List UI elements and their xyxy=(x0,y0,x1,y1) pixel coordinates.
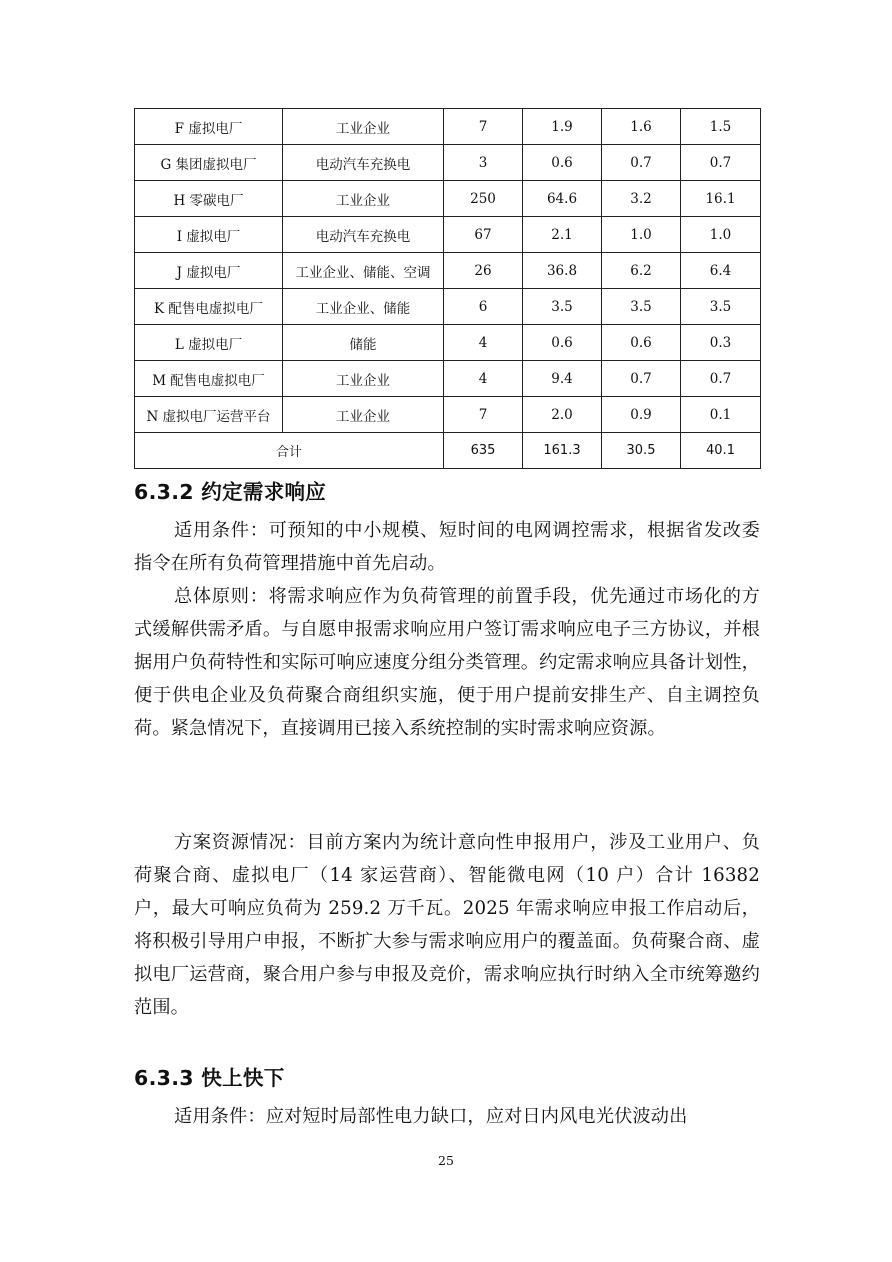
cell-type: 电动汽车充换电 xyxy=(283,217,444,253)
total-count: 635 xyxy=(444,433,523,469)
cell-name: I 虚拟电厂 xyxy=(135,217,283,253)
cell-v2: 3.5 xyxy=(602,289,681,325)
total-label: 合计 xyxy=(135,433,444,469)
cell-name: N 虚拟电厂运营平台 xyxy=(135,397,283,433)
resource-table xyxy=(134,108,761,469)
cell-count: 7 xyxy=(444,109,523,145)
section-heading-6-3-2: 6.3.2 约定需求响应 xyxy=(134,480,327,504)
table-row xyxy=(135,109,761,145)
cell-v2: 1.6 xyxy=(602,109,681,145)
cell-v3: 0.3 xyxy=(681,325,761,361)
cell-v1: 1.9 xyxy=(523,109,602,145)
cell-count: 67 xyxy=(444,217,523,253)
cell-v2: 0.7 xyxy=(602,361,681,397)
cell-name: G 集团虚拟电厂 xyxy=(135,145,283,181)
cell-name: H 零碳电厂 xyxy=(135,181,283,217)
cell-v3: 1.5 xyxy=(681,109,761,145)
cell-type: 电动汽车充换电 xyxy=(283,145,444,181)
cell-count: 26 xyxy=(444,253,523,289)
cell-type: 工业企业 xyxy=(283,181,444,217)
resource-table-body xyxy=(135,109,761,469)
table-row xyxy=(135,289,761,325)
total-v1: 161.3 xyxy=(523,433,602,469)
paragraph-general-principles: 总体原则：将需求响应作为负荷管理的前置手段，优先通过市场化的方式缓解供需矛盾。与自愿申报需求响应用户签订需求响应电子三方协议，并根据用户负荷特性和实际可响应速度分组分类管理。约定需求响应具备计划性，便于供电企业及负荷聚合商组织实施，便于用户提前安排生产、自主调控负荷。紧急情况下，直接调用已接入系统控制的实时需求响应资源。 xyxy=(134,586,760,739)
cell-type: 工业企业、储能、空调 xyxy=(283,253,444,289)
cell-v3: 3.5 xyxy=(681,289,761,325)
cell-type: 储能 xyxy=(283,325,444,361)
cell-v2: 3.2 xyxy=(602,181,681,217)
table-row xyxy=(135,397,761,433)
cell-v2: 0.6 xyxy=(602,325,681,361)
cell-type: 工业企业 xyxy=(283,361,444,397)
table-row xyxy=(135,325,761,361)
cell-v2: 0.7 xyxy=(602,145,681,181)
table-row xyxy=(135,253,761,289)
cell-count: 4 xyxy=(444,325,523,361)
paragraph-resource-situation: 方案资源情况：目前方案内为统计意向性申报用户，涉及工业用户、负荷聚合商、虚拟电厂（14 家运营商）、智能微电网（10 户）合计 16382 户，最大可响应负荷为 259.2 万千瓦。2025 年需求响应申报工作启动后，将积极引导用户申报，不断扩大参与需求响应用户的覆盖面。负荷聚合商、虚拟电厂运营商，聚合用户参与申报及竞价，需求响应执行时纳入全市统筹邀约范围。 xyxy=(134,832,760,1018)
table-row xyxy=(135,145,761,181)
cell-name: M 配售电虚拟电厂 xyxy=(135,361,283,397)
cell-v1: 36.8 xyxy=(523,253,602,289)
cell-v1: 0.6 xyxy=(523,325,602,361)
cell-type: 工业企业 xyxy=(283,109,444,145)
cell-v3: 0.1 xyxy=(681,397,761,433)
cell-v1: 0.6 xyxy=(523,145,602,181)
cell-v3: 0.7 xyxy=(681,361,761,397)
cell-count: 7 xyxy=(444,397,523,433)
cell-v2: 0.9 xyxy=(602,397,681,433)
table-row xyxy=(135,361,761,397)
cell-type: 工业企业 xyxy=(283,397,444,433)
table-row xyxy=(135,217,761,253)
table-total-row xyxy=(135,433,761,469)
table-row xyxy=(135,181,761,217)
cell-name: K 配售电虚拟电厂 xyxy=(135,289,283,325)
total-v2: 30.5 xyxy=(602,433,681,469)
page-number: 25 xyxy=(438,1153,454,1168)
cell-v1: 64.6 xyxy=(523,181,602,217)
cell-count: 6 xyxy=(444,289,523,325)
cell-v2: 1.0 xyxy=(602,217,681,253)
cell-v2: 6.2 xyxy=(602,253,681,289)
paragraph-applicable-conditions-6-3-3: 适用条件：应对短时局部性电力缺口，应对日内风电光伏波动出 xyxy=(174,1106,688,1127)
total-v3: 40.1 xyxy=(681,433,761,469)
cell-name: F 虚拟电厂 xyxy=(135,109,283,145)
cell-v3: 6.4 xyxy=(681,253,761,289)
cell-v1: 2.1 xyxy=(523,217,602,253)
cell-type: 工业企业、储能 xyxy=(283,289,444,325)
cell-v1: 3.5 xyxy=(523,289,602,325)
cell-name: J 虚拟电厂 xyxy=(135,253,283,289)
cell-name: L 虚拟电厂 xyxy=(135,325,283,361)
cell-v1: 9.4 xyxy=(523,361,602,397)
paragraph-applicable-conditions: 适用条件：可预知的中小规模、短时间的电网调控需求，根据省发改委指令在所有负荷管理措施中首先启动。 xyxy=(134,520,760,574)
cell-v3: 0.7 xyxy=(681,145,761,181)
cell-v3: 1.0 xyxy=(681,217,761,253)
cell-v1: 2.0 xyxy=(523,397,602,433)
cell-count: 3 xyxy=(444,145,523,181)
section-heading-6-3-3: 6.3.3 快上快下 xyxy=(134,1066,285,1090)
cell-count: 250 xyxy=(444,181,523,217)
cell-v3: 16.1 xyxy=(681,181,761,217)
cell-count: 4 xyxy=(444,361,523,397)
